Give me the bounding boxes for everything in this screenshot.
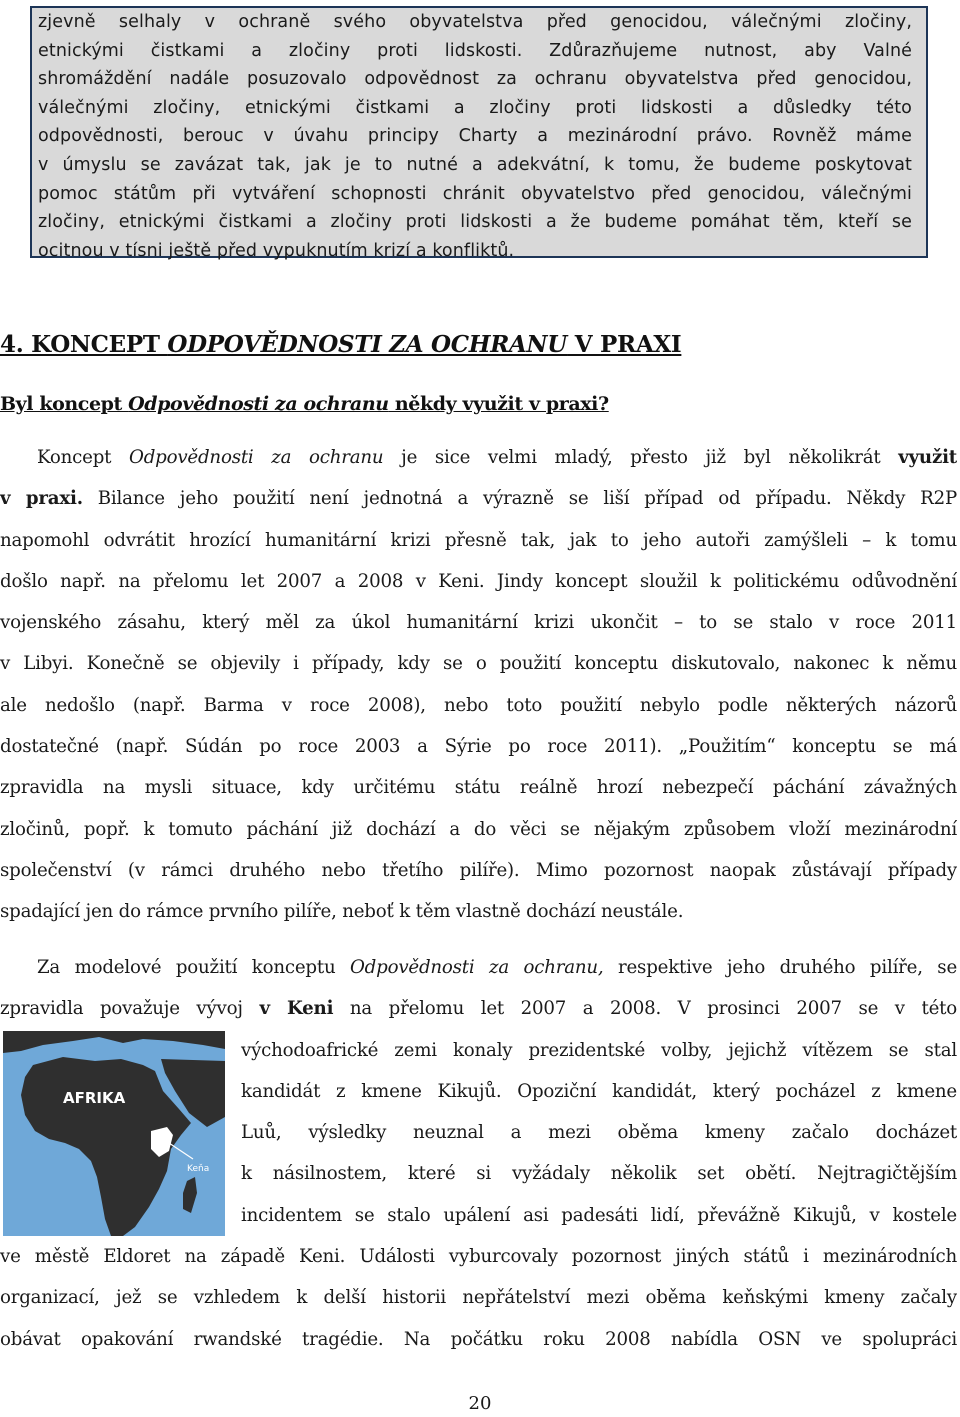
paragraph-line bbox=[0, 478, 957, 519]
paragraph-line: v Libyi. Konečně se objevily i případy, kdy se o použití konceptu diskutovalo, nakonec k němu bbox=[0, 653, 957, 675]
text-run-italic: Odpovědnosti za ochranu bbox=[129, 447, 384, 468]
text-run: zpravidla považuje vývoj bbox=[0, 998, 260, 1020]
paragraph-line: obávat opakování rwandské tragédie. Na počátku roku 2008 nabídla OSN ve spolupráci bbox=[0, 1328, 957, 1350]
quote-line: ocitnou v tísni ještě před vypuknutím krizí a konfliktů. bbox=[38, 240, 515, 261]
paragraph-line: ale nedošlo (např. Barma v roce 2008), nebo toto použití nebylo podle některých názorů bbox=[0, 694, 957, 716]
quote-box bbox=[30, 6, 928, 261]
paragraph-line-wrapped: k násilnostem, které si vyžádaly několik set obětí. Nejtragičtějším bbox=[241, 1163, 957, 1185]
paragraph-line bbox=[0, 437, 957, 478]
paragraph-line: dostatečné (např. Súdán po roce 2003 a Sýrie po roce 2011). „Použitím“ konceptu se má bbox=[0, 736, 957, 758]
paragraph-line-wrapped: východoafrické zemi konaly prezidentské volby, jejichž vítězem se stal bbox=[241, 1039, 957, 1061]
subheading-prefix: Byl koncept bbox=[0, 393, 129, 415]
map-label-kenya: Keňa bbox=[187, 1164, 210, 1174]
quote-line: odpovědnosti, berouc v úvahu principy Charty a mezinárodní právo. Rovněž máme bbox=[38, 126, 912, 147]
paragraph-line bbox=[0, 988, 957, 1029]
paragraph-line: zpravidla na mysli situace, kdy určitému státu reálně hrozí nebezpečí páchání závažných bbox=[0, 777, 957, 799]
heading-suffix: V PRAXI bbox=[567, 331, 682, 358]
text-run: Za modelové použití konceptu bbox=[37, 957, 350, 978]
paragraph-1 bbox=[0, 437, 957, 933]
quote-line: pomoc státům při vytváření schopnosti chránit obyvatelstvo před genocidou, válečnými bbox=[38, 183, 912, 204]
paragraph-line bbox=[0, 947, 957, 988]
paragraph-line: ve městě Eldoret na západě Keni. Události vyburcovaly pozornost jiných států i mezinárodních bbox=[0, 1246, 957, 1268]
paragraph-line: vojenského zásahu, který měl za úkol humanitární krizi ukončit – to se stalo v roce 2011 bbox=[0, 612, 957, 634]
paragraph-line: zločinů, popř. k tomuto páchání již dochází a do věci se nějakým způsobem vloží mezinárodní bbox=[0, 818, 957, 840]
quote-line: zločiny, etnickými čistkami a zločiny proti lidskosti a že budeme pomáhat těm, kteří se bbox=[38, 212, 912, 233]
text-run-bold: v praxi. bbox=[0, 488, 83, 510]
text-run-italic: Odpovědnosti za ochranu, bbox=[349, 957, 604, 978]
quote-line: shromáždění nadále posuzovalo odpovědnost za ochranu obyvatelstva před genocidou, bbox=[38, 69, 912, 90]
section-heading bbox=[0, 331, 681, 358]
subheading-italic: Odpovědnosti za ochranu bbox=[128, 393, 389, 415]
text-run: Bilance jeho použití není jednotná a výrazně se liší případ od případu. Někdy R2P bbox=[82, 488, 957, 510]
paragraph-line: spadající jen do rámce prvního pilíře, neboť k těm vlastně dochází neustále. bbox=[0, 901, 684, 923]
paragraph-line: napomohl odvrátit hrozící humanitární krizi přesně tak, jak to jeho autoři zamýšleli – k tomu bbox=[0, 529, 957, 551]
map-label-africa: AFRIKA bbox=[63, 1089, 126, 1107]
paragraph-line-wrapped: kandidát z kmene Kikujů. Opoziční kandidát, který pocházel z kmene bbox=[241, 1080, 957, 1102]
quote-text bbox=[38, 8, 912, 265]
page-number: 20 bbox=[468, 1393, 492, 1414]
text-run: je sice velmi mladý, přesto již byl několikrát bbox=[383, 447, 899, 468]
subheading-question bbox=[0, 393, 609, 415]
quote-line: v úmyslu se zavázat tak, jak je to nutné a adekvátní, k tomu, že budeme poskytovat bbox=[38, 154, 912, 175]
paragraph-line-wrapped: Luů, výsledky neuznal a mezi oběma kmeny začalo docházet bbox=[241, 1122, 957, 1144]
quote-line: válečnými zločiny, etnickými čistkami a zločiny proti lidskosti a důsledky této bbox=[38, 97, 912, 118]
text-run: Koncept bbox=[37, 447, 129, 468]
quote-line: zjevně selhaly v ochraně svého obyvatelstva před genocidou, válečnými zločiny, bbox=[38, 12, 912, 32]
paragraph-line-wrapped: incidentem se stalo upálení asi padesáti lidí, převážně Kikujů, v kostele bbox=[241, 1204, 957, 1226]
subheading-suffix: někdy využit v praxi? bbox=[388, 393, 609, 415]
text-run-bold: využit bbox=[898, 447, 957, 468]
africa-map bbox=[3, 1031, 225, 1236]
heading-prefix: 4. KONCEPT bbox=[0, 331, 168, 358]
text-run-bold: v Keni bbox=[259, 998, 334, 1020]
text-run: respektive jeho druhého pilíře, se bbox=[603, 957, 957, 978]
quote-line: etnickými čistkami a zločiny proti lidskosti. Zdůrazňujeme nutnost, aby Valné bbox=[38, 40, 912, 61]
paragraph-line: došlo např. na přelomu let 2007 a 2008 v Keni. Jindy koncept sloužil k politickému odůvodnění bbox=[0, 570, 957, 592]
paragraph-line: společenství (v rámci druhého nebo třetího pilíře). Mimo pozornost naopak zůstávají případy bbox=[0, 859, 957, 881]
heading-italic: ODPOVĚDNOSTI ZA OCHRANU bbox=[167, 331, 568, 358]
text-run: na přelomu let 2007 a 2008. V prosinci 2007 se v této bbox=[333, 998, 957, 1020]
paragraph-line: organizací, jež se vzhledem k delší historii nepřátelství mezi oběma keňskými kmeny začaly bbox=[0, 1287, 957, 1309]
